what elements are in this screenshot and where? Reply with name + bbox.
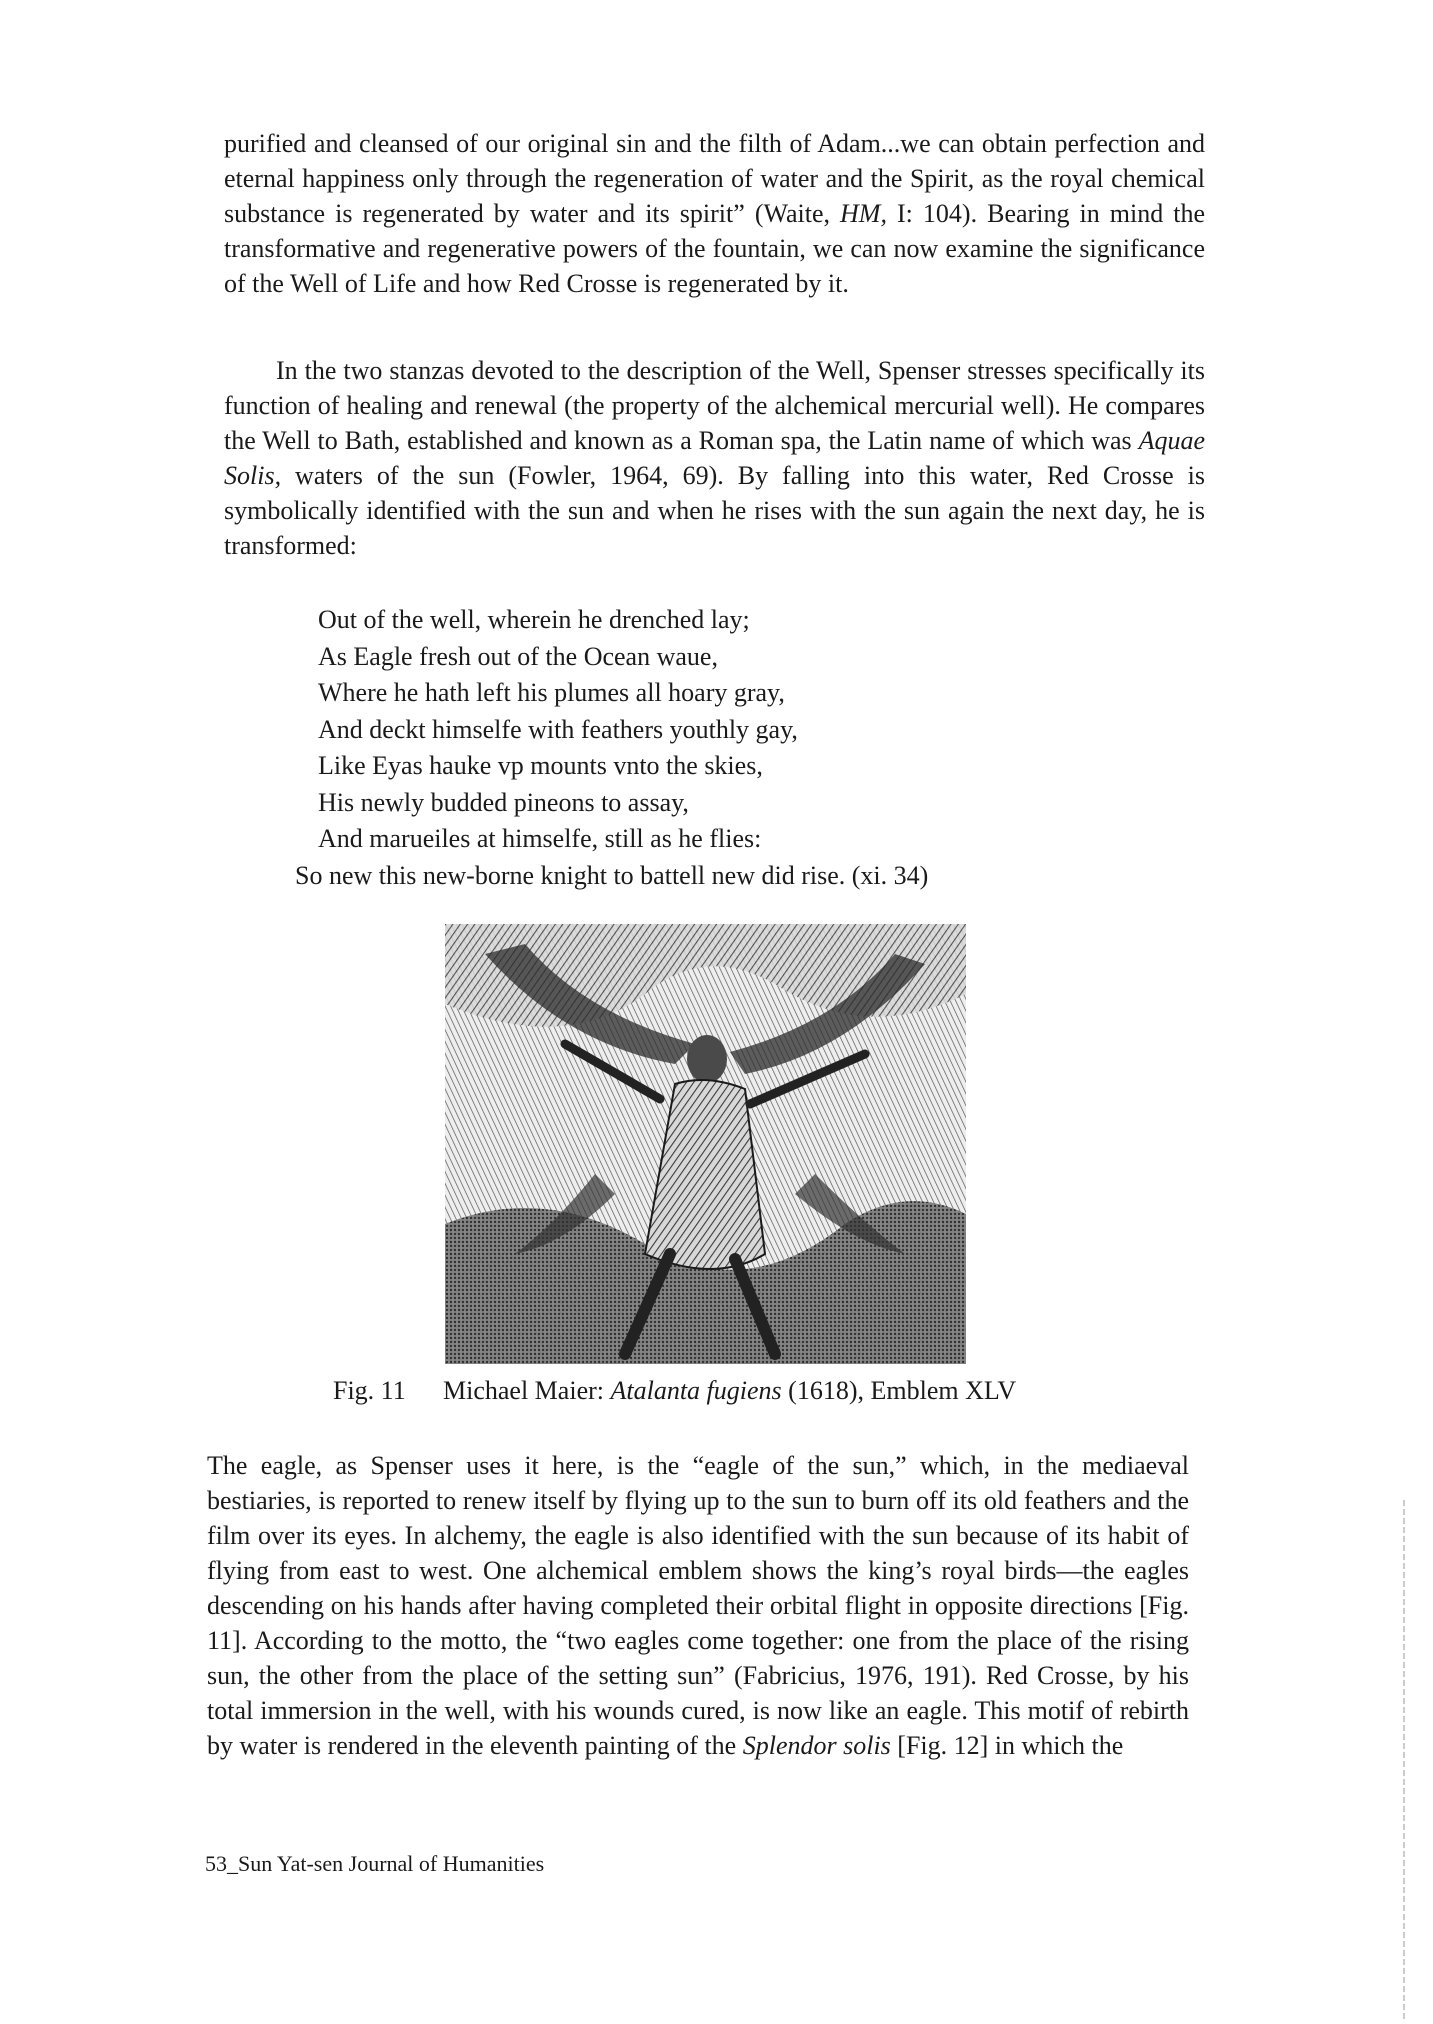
body-paragraph-2 — [224, 353, 1205, 563]
caption-text: Michael Maier: — [443, 1376, 611, 1405]
italic-title: Splendor solis — [742, 1731, 891, 1760]
poem-line: And marueiles at himselfe, still as he flies: — [318, 824, 762, 853]
poem-line: And deckt himselfe with feathers youthly gay, — [318, 714, 798, 744]
paragraph-text: purified and cleansed of our original sin and the filth of Adam...we can obtain perfection and eternal happiness only through the regeneration of water and the Spirit, as the royal chemical substance is regenerated by water and its spirit” (Waite, — [224, 129, 1205, 228]
figure-caption — [333, 1374, 1016, 1408]
body-paragraph-1 — [224, 126, 1205, 301]
body-paragraph-3 — [207, 1448, 1189, 1763]
emblem-engraving-image — [445, 924, 966, 1364]
paragraph-text: [Fig. 12] in which the — [890, 1731, 1124, 1760]
caption-title: Atalanta fugiens — [610, 1376, 782, 1405]
poem-line: Like Eyas hauke vp mounts vnto the skies, — [318, 751, 763, 780]
italic-citation: HM, — [840, 199, 887, 228]
engraving-illustration — [445, 924, 966, 1364]
poem-quotation — [295, 602, 1218, 894]
poem-line: So new this new-borne knight to battell new did rise. (xi. 34) — [295, 860, 929, 890]
caption-text: (1618), Emblem XLV — [781, 1376, 1017, 1405]
paragraph-text: In the two stanzas devoted to the description of the Well, Spenser stresses specifically its function of healing and renewal (the property of the alchemical mercurial well). He compares the Well to Bath, established and known as a Roman spa, the Latin name of which was — [224, 356, 1205, 455]
poem-line: His newly budded pineons to assay, — [318, 787, 689, 817]
poem-line: Where he hath left his plumes all hoary gray, — [318, 678, 785, 707]
paragraph-text: waters of the sun (Fowler, 1964, 69). By falling into this water, Red Crosse is symbolically identified with the sun and when he rises with the sun again the next day, he is transformed: — [224, 461, 1205, 560]
italic-term: Aquae Solis, — [224, 426, 1205, 490]
scan-edge-artifact — [1403, 1500, 1405, 2020]
poem-line: As Eagle fresh out of the Ocean waue, — [318, 641, 718, 671]
paragraph-text: The eagle, as Spenser uses it here, is the “eagle of the sun,” which, in the mediaeval bestiaries, is reported to renew itself by flying up to the sun to burn off its old feathers and the film over its eyes. In alchemy, the eagle is also identified with the sun because of its habit of flying from east to west. One alchemical emblem shows the king’s royal birds—the eagles descending on his hands after having completed their orbital flight in opposite directions [Fig. 11]. According to the motto, the “two eagles come together: one from the place of the rising sun, the other from the place of the setting sun” (Fabricius, 1976, 191). Red Crosse, by his total immersion in the well, with his wounds cured, is now like an eagle. This motif of rebirth by water is rendered in the eleventh painting of the — [207, 1451, 1189, 1760]
figure-number: Fig. 11 — [333, 1376, 406, 1405]
paragraph-text: I: 104). Bearing in mind the transformative and regenerative powers of the fountain, we can now examine the significance of the Well of Life and how Red Crosse is regenerated by it. — [224, 199, 1206, 298]
poem-line: Out of the well, wherein he drenched lay; — [318, 605, 750, 634]
page-footer: 53_Sun Yat-sen Journal of Humanities — [205, 1851, 545, 1876]
